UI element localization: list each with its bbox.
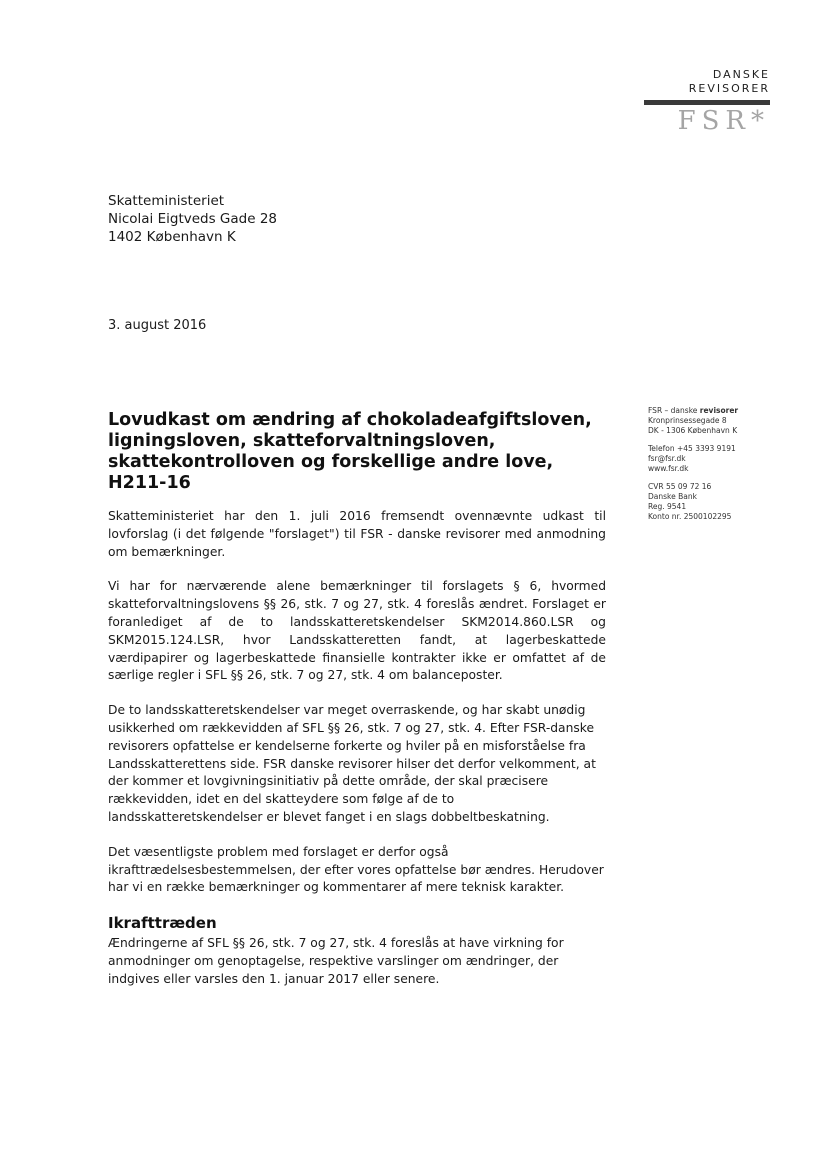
letter-body bbox=[108, 410, 606, 1006]
sender-contact bbox=[648, 406, 738, 530]
logo-fsr-mark: FSR* bbox=[677, 106, 770, 136]
letter-date: 3. august 2016 bbox=[108, 318, 207, 333]
contact-reg: Reg. 9541 bbox=[648, 502, 687, 511]
paragraph-3: De to landsskatteretskendelser var meget overraskende, og har skabt unødig usikkerhed om rækkevidden af SFL §§ 26, stk. 7 og 27, stk. 4. Efter FSR-danske revisorers opfattelse er kendelserne forkerte og hviler på en misforståelse fra Landsskatterettens side. FSR danske revisorer hilser det derfor velkomment, at der kommer et lovgivningsinitiativ på dette område, der skal præcisere rækkevidden, idet en del skatteydere som følge af de to landsskatteretskendelser er blevet fanget i en slags dobbeltbeskatning. bbox=[108, 703, 596, 824]
contact-bank: Danske Bank bbox=[648, 492, 697, 501]
paragraph-2: Vi har for nærværende alene bemærkninger til forslagets § 6, hvormed skatteforvaltningslovens §§ 26, stk. 7 og 27, stk. 4 foreslås ændret. Forslaget er foranlediget af de to landsskatteretskendelser SKM2014.860.LSR og SKM2015.124.LSR, hvor Landsskatteretten fandt, at lagerbeskattede værdipapirer og lagerbeskattede finansielle kontrakter ikke er omfattet af de særlige regler i SFL §§ 26, stk. 7 og 27, stk. 4 om balanceposter. bbox=[108, 579, 606, 683]
contact-web: www.fsr.dk bbox=[648, 464, 689, 473]
fsr-logo bbox=[640, 68, 770, 135]
letter-title: Lovudkast om ændring af chokoladeafgiftsloven, ligningsloven, skatteforvaltningsloven, skattekontrolloven og forskellige andre love, H211-16 bbox=[108, 410, 592, 493]
section-text: Ændringerne af SFL §§ 26, stk. 7 og 27, stk. 4 foreslås at have virkning for anmodninger om genoptagelse, respektive varslinger om ændringer, der indgives eller varsles den 1. januar 2017 eller senere. bbox=[108, 936, 564, 986]
contact-city: DK - 1306 København K bbox=[648, 426, 738, 435]
contact-account: Konto nr. 2500102295 bbox=[648, 512, 732, 521]
logo-line-danske: DANSKE bbox=[712, 68, 770, 81]
contact-street: Kronprinsessegade 8 bbox=[648, 416, 727, 425]
recipient-name: Skatteministeriet bbox=[108, 193, 225, 209]
recipient-street: Nicolai Eigtveds Gade 28 bbox=[108, 211, 278, 227]
recipient-address bbox=[108, 192, 277, 246]
contact-phone: Telefon +45 3393 9191 bbox=[648, 444, 736, 453]
contact-cvr: CVR 55 09 72 16 bbox=[648, 482, 712, 491]
contact-org bbox=[648, 406, 738, 416]
section-heading: Ikrafttræden bbox=[108, 914, 217, 933]
logo-line-revisorer: REVISORER bbox=[688, 82, 770, 95]
logo-bar bbox=[644, 100, 770, 105]
contact-email: fsr@fsr.dk bbox=[648, 454, 686, 463]
paragraph-1: Skatteministeriet har den 1. juli 2016 fremsendt ovennævnte udkast til lovforslag (i det følgende "forslaget") til FSR - danske revisorer med anmodning om bemærkninger. bbox=[108, 509, 606, 559]
paragraph-4: Det væsentligste problem med forslaget er derfor også ikrafttrædelsesbestemmelsen, der efter vores opfattelse bør ændres. Herudover har vi en række bemærkninger og kommentarer af mere teknisk karakter. bbox=[108, 844, 604, 895]
recipient-city: 1402 København K bbox=[108, 229, 236, 245]
contact-org-prefix: FSR – danske bbox=[648, 406, 700, 415]
contact-org-bold: revisorer bbox=[699, 406, 739, 415]
